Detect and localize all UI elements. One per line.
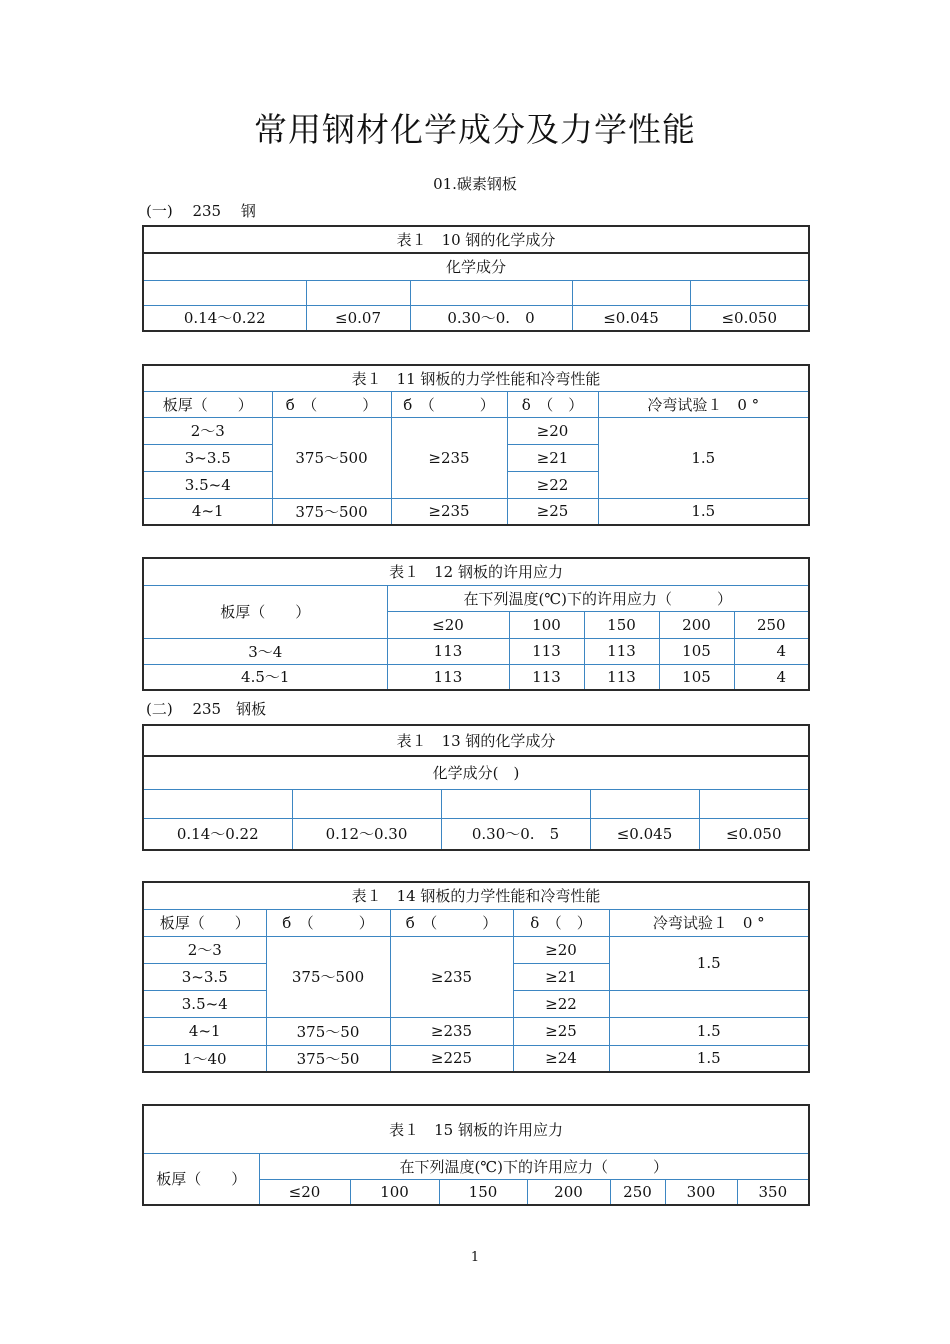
table-cell: ≥22 <box>513 990 609 1017</box>
table-header: 300 <box>665 1179 737 1205</box>
table-cell: ≥235 <box>391 417 507 498</box>
table-cell: 113 <box>509 638 584 664</box>
table-header: 板厚（ ） <box>143 1153 259 1205</box>
table-cell: 3～4 <box>143 638 387 664</box>
table-cell: 0.14～0.22 <box>143 305 306 331</box>
table-cell: 3~3.5 <box>143 444 272 471</box>
table-cell: ≥25 <box>507 498 598 525</box>
table-row <box>143 936 809 963</box>
table-row <box>143 1017 809 1045</box>
table-cell <box>590 789 699 818</box>
table-15-allowable-stress <box>142 1104 810 1206</box>
table-cell: 113 <box>584 638 659 664</box>
table-cell: 375～50 <box>266 1017 390 1045</box>
table-header: 100 <box>509 611 584 638</box>
table-header: 200 <box>659 611 734 638</box>
table-row <box>143 305 809 331</box>
table-10-chemical <box>142 225 810 332</box>
table-cell: 113 <box>387 664 509 690</box>
page-number: 1 <box>470 1250 480 1265</box>
table-cell: 3.5~4 <box>143 471 272 498</box>
table-cell: ≤0.07 <box>306 305 410 331</box>
table-header: 冷弯试验１ 0 ° <box>609 909 809 936</box>
table-cell: ≥24 <box>513 1045 609 1072</box>
page-title: 常用钢材化学成分及力学性能 <box>254 110 696 149</box>
table-row <box>143 818 809 850</box>
table-cell: ≥20 <box>507 417 598 444</box>
table-cell <box>292 789 441 818</box>
table-cell: 375～500 <box>272 417 391 498</box>
table-header: 350 <box>737 1179 809 1205</box>
table-cell: ≥235 <box>390 1017 513 1045</box>
table-header: б （ ） <box>266 909 390 936</box>
table-cell <box>699 789 809 818</box>
table-cell: 105 <box>659 638 734 664</box>
table-header: 板厚（ ） <box>143 391 272 417</box>
table-cell <box>441 789 590 818</box>
table-11-mechanical <box>142 364 810 526</box>
table-cell: 0.12～0.30 <box>292 818 441 850</box>
table-cell: 4~1 <box>143 1017 266 1045</box>
table-14-mechanical <box>142 881 810 1073</box>
table-cell: 4.5～1 <box>143 664 387 690</box>
table-cell: 1.5 <box>598 417 809 498</box>
table-header: 板厚（ ） <box>143 909 266 936</box>
table-row <box>143 498 809 525</box>
table-cell: 4 <box>734 638 809 664</box>
table-cell: ≤0.050 <box>690 305 809 331</box>
table-header: ≤20 <box>259 1179 350 1205</box>
table-group-header: 在下列温度(℃)下的许用应力（ ） <box>259 1153 809 1179</box>
table-header: 冷弯试验１ 0 ° <box>598 391 809 417</box>
table-header: ≤20 <box>387 611 509 638</box>
table-header: 250 <box>734 611 809 638</box>
table-cell: 1.5 <box>609 1017 809 1045</box>
table-row <box>143 664 809 690</box>
table-caption: 表１ 11 钢板的力学性能和冷弯性能 <box>143 365 809 391</box>
table-cell: ≤0.045 <box>572 305 690 331</box>
table-cell: ≥21 <box>507 444 598 471</box>
table-cell: 3~3.5 <box>143 963 266 990</box>
table-cell <box>143 280 306 305</box>
table-cell: ≥20 <box>513 936 609 963</box>
table-cell: 113 <box>387 638 509 664</box>
table-cell: 375～500 <box>266 936 390 1017</box>
table-cell: ≤0.050 <box>699 818 809 850</box>
table-cell: 3.5~4 <box>143 990 266 1017</box>
table-header: б （ ） <box>390 909 513 936</box>
table-cell: ≥235 <box>391 498 507 525</box>
subsection-heading-2: (二) 235 钢板 <box>146 700 267 718</box>
table-row <box>143 638 809 664</box>
section-heading: 01.碳素钢板 <box>433 175 517 193</box>
table-cell: ≥22 <box>507 471 598 498</box>
table-cell <box>609 990 809 1017</box>
table-cell: 1.5 <box>609 936 809 990</box>
table-cell <box>410 280 572 305</box>
table-cell: 0.30～0. 5 <box>441 818 590 850</box>
table-header: 100 <box>350 1179 439 1205</box>
table-header: δ （ ） <box>513 909 609 936</box>
table-cell: 113 <box>509 664 584 690</box>
table-cell: 0.30～0. 0 <box>410 305 572 331</box>
table-caption: 表１ 12 钢板的许用应力 <box>143 558 809 585</box>
table-cell <box>690 280 809 305</box>
table-cell: ≥21 <box>513 963 609 990</box>
table-group-header: 化学成分 <box>143 253 809 280</box>
table-row <box>143 1045 809 1072</box>
table-cell: 4~1 <box>143 498 272 525</box>
table-header: 板厚（ ） <box>143 585 387 638</box>
table-cell <box>306 280 410 305</box>
table-cell: 105 <box>659 664 734 690</box>
table-cell: 2～3 <box>143 936 266 963</box>
table-cell <box>572 280 690 305</box>
table-caption: 表１ 13 钢的化学成分 <box>143 725 809 756</box>
table-cell: 2～3 <box>143 417 272 444</box>
table-header: δ （ ） <box>507 391 598 417</box>
table-cell: ≤0.045 <box>590 818 699 850</box>
table-cell: ≥235 <box>390 936 513 1017</box>
table-header: 150 <box>584 611 659 638</box>
table-row <box>143 417 809 444</box>
table-header: 250 <box>610 1179 665 1205</box>
subsection-heading-1: (一) 235 钢 <box>146 202 256 220</box>
table-header: 200 <box>527 1179 610 1205</box>
table-cell <box>143 789 292 818</box>
table-cell: 0.14～0.22 <box>143 818 292 850</box>
table-cell: ≥25 <box>513 1017 609 1045</box>
table-caption: 表１ 10 钢的化学成分 <box>143 226 809 253</box>
table-cell: 375～50 <box>266 1045 390 1072</box>
table-cell: 4 <box>734 664 809 690</box>
table-group-header: 在下列温度(℃)下的许用应力（ ） <box>387 585 809 611</box>
table-cell: 1.5 <box>598 498 809 525</box>
table-header: б （ ） <box>391 391 507 417</box>
table-caption: 表１ 14 钢板的力学性能和冷弯性能 <box>143 882 809 909</box>
table-cell: 375～500 <box>272 498 391 525</box>
table-13-chemical <box>142 724 810 851</box>
table-header: б （ ） <box>272 391 391 417</box>
table-header: 150 <box>439 1179 527 1205</box>
table-cell: 113 <box>584 664 659 690</box>
table-cell: 1～40 <box>143 1045 266 1072</box>
table-12-allowable-stress <box>142 557 810 691</box>
table-cell: 1.5 <box>609 1045 809 1072</box>
table-cell: ≥225 <box>390 1045 513 1072</box>
table-group-header: 化学成分( ) <box>143 756 809 789</box>
table-caption: 表１ 15 钢板的许用应力 <box>143 1105 809 1153</box>
